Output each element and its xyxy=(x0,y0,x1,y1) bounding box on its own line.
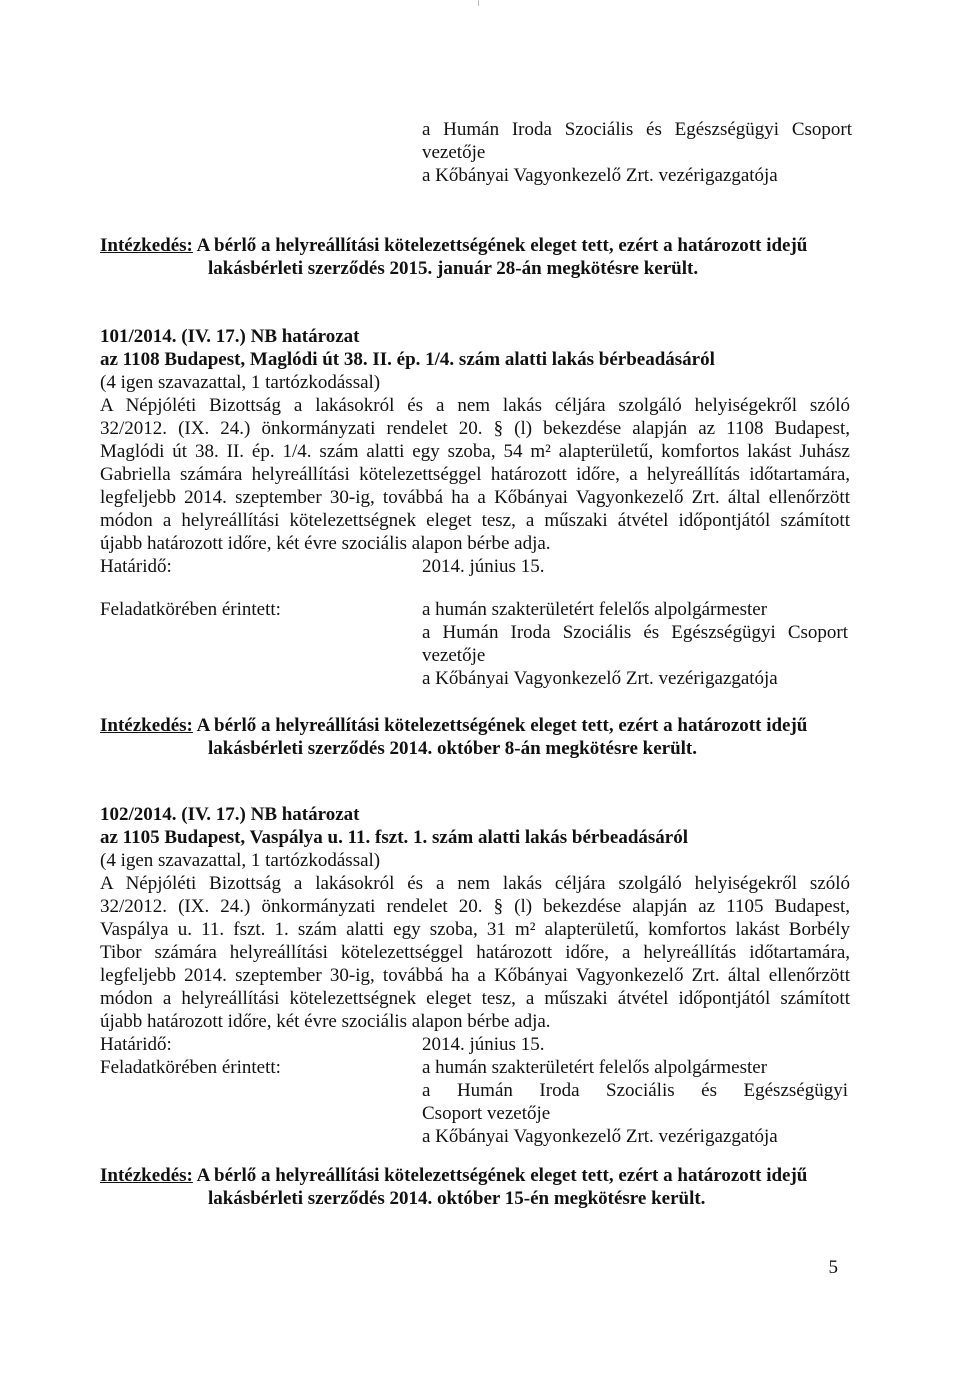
resolution-body-line: módon a helyreállítási kötelezettségnek eleget tesz, a műszaki átvétel időpontjától számított xyxy=(100,510,850,531)
resolution-number: 101/2014. (IV. 17.) NB határozat xyxy=(100,326,360,347)
measure-label: Intézkedés: xyxy=(100,1165,193,1186)
responsible-line: a Humán Iroda Szociális és Egészségügyi Csoport xyxy=(422,622,848,643)
responsible-line: vezetője xyxy=(422,645,486,666)
resolution-body-line: A Népjóléti Bizottság a lakásokról és a nem lakás céljára szolgáló helyiségekről szóló xyxy=(100,873,850,894)
responsible-row xyxy=(100,1056,850,1079)
responsible-label: Feladatkörében érintett: xyxy=(100,1057,281,1078)
deadline-value: 2014. június 15. xyxy=(422,556,545,577)
top-line-2: vezetője xyxy=(422,142,486,163)
resolution-102 xyxy=(100,803,850,1148)
page-number: 5 xyxy=(828,1257,838,1278)
deadline-row xyxy=(100,1033,850,1056)
deadline-label: Határidő: xyxy=(100,556,172,577)
deadline-row xyxy=(100,555,850,578)
resolution-vote: (4 igen szavazattal, 1 tartózkodással) xyxy=(100,372,381,393)
resolution-body-line: Maglódi út 38. II. ép. 1/4. szám alatti egy szoba, 54 m² alapterületű, komfortos lakást Juhász xyxy=(100,441,850,462)
measure-text-line-1: A bérlő a helyreállítási kötelezettségének eleget tett, ezért a határozott idejű xyxy=(192,235,808,256)
deadline-label: Határidő: xyxy=(100,1034,172,1055)
responsible-line: a Kőbányai Vagyonkezelő Zrt. vezérigazgatója xyxy=(422,1126,778,1147)
resolution-subject: az 1105 Budapest, Vaspálya u. 11. fszt. 1. szám alatti lakás bérbeadásáról xyxy=(100,827,688,848)
responsible-row xyxy=(100,598,850,621)
scan-mark xyxy=(478,0,479,6)
measure-text-line-1: A bérlő a helyreállítási kötelezettségének eleget tett, ezért a határozott idejű xyxy=(192,715,808,736)
measure-text-line-2: lakásbérleti szerződés 2014. október 15-én megkötésre került. xyxy=(208,1188,706,1209)
top-line-1: a Humán Iroda Szociális és Egészségügyi Csoport xyxy=(422,119,852,140)
measure-1 xyxy=(100,234,860,280)
resolution-body-line: Tibor számára helyreállítási kötelezettséggel határozott időre, a helyreállítás időtartamára, xyxy=(100,942,850,963)
resolution-body-line: módon a helyreállítási kötelezettségnek eleget tesz, a műszaki átvétel időpontjától számított xyxy=(100,988,850,1009)
top-responsible-block xyxy=(422,118,852,187)
resolution-body-line: Gabriella számára helyreállítási kötelezettséggel határozott időre, a helyreállítás időtartamára, xyxy=(100,464,850,485)
resolution-body-line: 32/2012. (IX. 24.) önkormányzati rendelet 20. § (l) bekezdése alapján az 1108 Budapest, xyxy=(100,418,850,439)
measure-text-line-1: A bérlő a helyreállítási kötelezettségének eleget tett, ezért a határozott idejű xyxy=(192,1165,808,1186)
measure-text-line-2: lakásbérleti szerződés 2015. január 28-án megkötésre került. xyxy=(208,258,699,279)
measure-label: Intézkedés: xyxy=(100,715,193,736)
resolution-body-line: legfeljebb 2014. szeptember 30-ig, továbbá ha a Kőbányai Vagyonkezelő Zrt. által ellenőrzött xyxy=(100,487,850,508)
measure-label: Intézkedés: xyxy=(100,235,193,256)
deadline-value: 2014. június 15. xyxy=(422,1034,545,1055)
resolution-101 xyxy=(100,325,850,578)
top-line-3: a Kőbányai Vagyonkezelő Zrt. vezérigazgatója xyxy=(422,165,778,186)
resolution-number: 102/2014. (IV. 17.) NB határozat xyxy=(100,804,360,825)
responsible-line: a humán szakterületért felelős alpolgármester xyxy=(422,599,768,620)
responsible-line: a Humán Iroda Szociális és Egészségügyi xyxy=(422,1080,848,1101)
measure-2 xyxy=(100,714,860,760)
resolution-body-line: legfeljebb 2014. szeptember 30-ig, továbbá ha a Kőbányai Vagyonkezelő Zrt. által ellenőrzött xyxy=(100,965,850,986)
responsible-line: a Kőbányai Vagyonkezelő Zrt. vezérigazgatója xyxy=(422,668,778,689)
resolution-101-responsible xyxy=(100,598,850,690)
resolution-body-line: A Népjóléti Bizottság a lakásokról és a nem lakás céljára szolgáló helyiségekről szóló xyxy=(100,395,850,416)
responsible-line: a humán szakterületért felelős alpolgármester xyxy=(422,1057,768,1078)
resolution-body-line: újabb határozott időre, két évre szociális alapon bérbe adja. xyxy=(100,1011,551,1032)
resolution-body-line: újabb határozott időre, két évre szociális alapon bérbe adja. xyxy=(100,533,551,554)
resolution-body-line: Vaspálya u. 11. fszt. 1. szám alatti egy szoba, 31 m² alapterületű, komfortos lakást Borbély xyxy=(100,919,850,940)
responsible-line: Csoport vezetője xyxy=(422,1103,551,1124)
resolution-body-line: 32/2012. (IX. 24.) önkormányzati rendelet 20. § (l) bekezdése alapján az 1105 Budapest, xyxy=(100,896,850,917)
measure-3 xyxy=(100,1164,860,1210)
responsible-label: Feladatkörében érintett: xyxy=(100,599,281,620)
measure-text-line-2: lakásbérleti szerződés 2014. október 8-án megkötésre került. xyxy=(208,738,697,759)
resolution-vote: (4 igen szavazattal, 1 tartózkodással) xyxy=(100,850,381,871)
resolution-subject: az 1108 Budapest, Maglódi út 38. II. ép. 1/4. szám alatti lakás bérbeadásáról xyxy=(100,349,715,370)
